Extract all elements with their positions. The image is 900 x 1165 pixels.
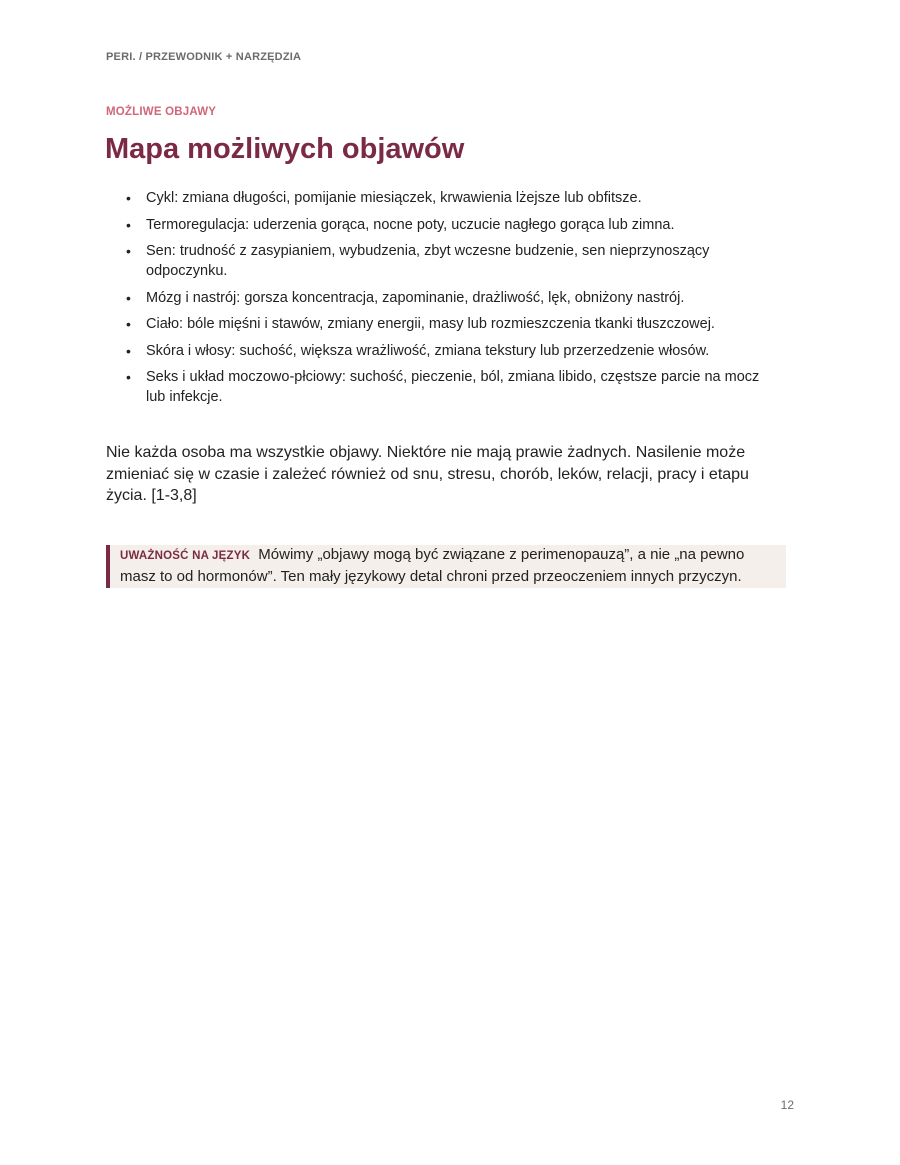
list-item (120, 188, 780, 208)
bullet-icon: • (126, 190, 131, 206)
list-item-text: Skóra i włosy: suchość, większa wrażliwość, zmiana tekstury lub przerzedzenie włosów. (146, 342, 710, 359)
section-eyebrow: MOŻLIWE OBJAWY (106, 106, 217, 118)
list-item (120, 367, 780, 407)
list-item-text: Termoregulacja: uderzenia gorąca, nocne poty, uczucie nagłego gorąca lub zimna. (146, 216, 675, 233)
bullet-icon: • (126, 369, 131, 385)
callout-label: UWAŻNOŚĆ NA JĘZYK (120, 550, 251, 562)
list-item-text: Mózg i nastrój: gorsza koncentracja, zapominanie, drażliwość, lęk, obniżony nastrój. (146, 289, 685, 306)
list-item-text: Sen: trudność z zasypianiem, wybudzenia, zbyt wczesne budzenie, sen nieprzynoszący odpoczynku. (146, 243, 710, 279)
breadcrumb: PERI. / PRZEWODNIK + NARZĘDZIA (106, 51, 302, 63)
symptom-list (120, 188, 780, 414)
list-item (120, 288, 780, 308)
body-paragraph: Nie każda osoba ma wszystkie objawy. Niektóre nie mają prawie żadnych. Nasilenie może zmieniać się w czasie i zależeć również od snu, stresu, chorób, leków, relacji, pracy i etapu życia. [1-3,8] (106, 444, 749, 504)
list-item-text: Ciało: bóle mięśni i stawów, zmiany energii, masy lub rozmieszczenia tkanki tłuszczowej. (146, 316, 715, 332)
bullet-icon: • (126, 289, 131, 306)
list-item-text: Cykl: zmiana długości, pomijanie miesiączek, krwawienia lżejsze lub obfitsze. (146, 190, 642, 206)
bullet-icon: • (126, 342, 131, 359)
language-callout (106, 545, 786, 588)
callout-text: Mówimy „objawy mogą być związane z perimenopauzą”, a nie „na pewno masz to od hormonów”. Ten mały językowy detal chroni przed przeoczeniem innych przyczyn. (120, 546, 745, 585)
list-item (120, 241, 780, 281)
bullet-icon: • (126, 243, 131, 259)
list-item (120, 314, 780, 334)
bullet-icon: • (126, 216, 131, 233)
page-title: Mapa możliwych objawów (105, 133, 465, 165)
list-item (120, 341, 780, 361)
page-number: 12 (780, 1098, 794, 1112)
list-item (120, 215, 780, 235)
bullet-icon: • (126, 316, 131, 332)
list-item-text: Seks i układ moczowo-płciowy: suchość, pieczenie, ból, zmiana libido, częstsze parcie na mocz lub infekcje. (146, 369, 760, 405)
